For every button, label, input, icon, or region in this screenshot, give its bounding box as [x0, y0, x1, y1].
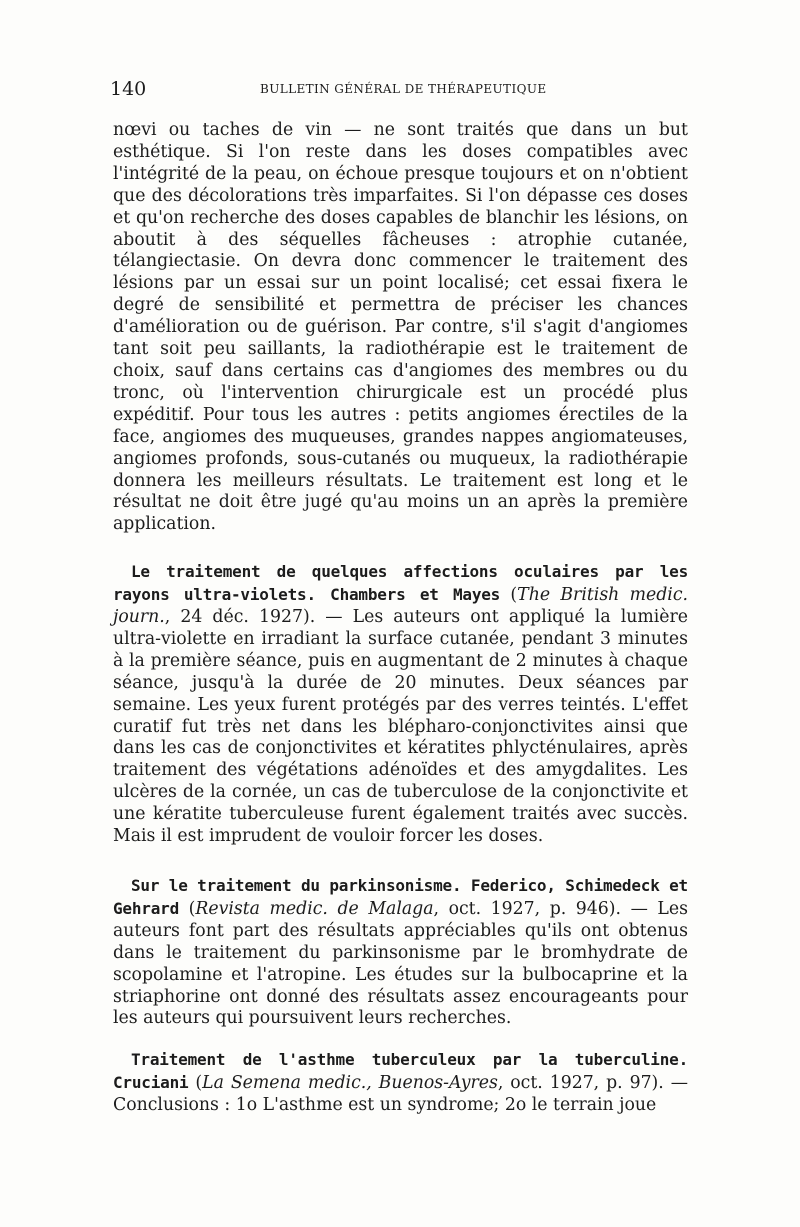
- abstract-entry-ocular: [113, 561, 688, 848]
- running-title: BULLETIN GÉNÉRAL DE THÉRAPEUTIQUE: [260, 82, 547, 96]
- journal-name: Revista medic. de Malaga: [195, 898, 434, 919]
- article-body: [113, 120, 688, 1117]
- journal-name: The British medic. journ.: [113, 585, 688, 628]
- entry-title: Traitement de l'asthme tuberculeux par la tuberculine. Cruciani: [113, 1050, 688, 1093]
- page-number: 140: [110, 78, 147, 100]
- citation-details: , 24 déc. 1927).: [164, 607, 316, 628]
- entry-title: Sur le traitement du parkinsonisme. Federico, Schimedeck et Gehrard: [113, 876, 688, 918]
- citation-details: , oct. 1927, p. 946).: [433, 898, 622, 919]
- citation-open: (: [179, 898, 196, 919]
- journal-name: La Semena medic., Buenos-Ayres: [202, 1073, 498, 1094]
- page-header: [110, 78, 690, 100]
- citation-open: (: [188, 1073, 203, 1094]
- abstract-entry-asthma: [113, 1049, 688, 1117]
- citation-details: , oct. 1927, p. 97).: [497, 1073, 664, 1094]
- citation-open: (: [500, 585, 518, 606]
- entry-title: Le traitement de quelques affections oculaires par les rayons ultra-violets. Chambers et Mayes: [113, 562, 688, 605]
- entry-body: — Les auteurs ont appliqué la lumière ultra-violette en irradiant la surface cutanée, pendant 3 minutes à la première séance, puis en augmentant de 2 minutes à chaque séance, jusqu'à la durée de 20 minutes. Deux séances par semaine. Les yeux furent protégés par des verres teintés. L'effet curatif fut très net dans les blépharo-conjonctivites ainsi que dans les cas de conjonctivites et kératites phlycténulaires, après traitement des végétations adénoïdes et des amygdalites. Les ulcères de la cornée, un cas de tuberculose de la conjonctivite et une kératite tuberculeuse furent également traités avec succès. Mais il est imprudent de vouloir forcer les doses.: [113, 607, 689, 847]
- abstract-entry-parkinsonism: [113, 875, 688, 1030]
- intro-paragraph: nœvi ou taches de vin — ne sont traités que dans un but esthétique. Si l'on reste dans les doses compatibles avec l'intégrité de la peau, on échoue presque toujours et on n'obtient que des décolorations très imparfaites. Si l'on dépasse ces doses et qu'on recherche des doses capables de blanchir les lésions, on aboutit à des séquelles fâcheuses : atrophie cutanée, télangiectasie. On devra donc commencer le traitement des lésions par un essai sur un point localisé; cet essai fixera le degré de sensibilité et permettra de préciser les chances d'amélioration ou de guérison. Par contre, s'il s'agit d'angiomes tant soit peu saillants, la radiothérapie est le traitement de choix, sauf dans certains cas d'angiomes des membres ou du tronc, où l'intervention chirurgicale est un procédé plus expéditif. Pour tous les autres : petits angiomes érectiles de la face, angiomes des muqueuses, grandes nappes angiomateuses, angiomes profonds, sous-cutanés ou muqueux, la radiothérapie donnera les meilleurs résultats. Le traitement est long et le résultat ne doit être jugé qu'au moins un an après la première application.: [113, 120, 688, 535]
- entry-body: — Conclusions : 1o L'asthme est un syndrome; 2o le terrain joue: [113, 1073, 688, 1116]
- entry-body: — Les auteurs font part des résultats appréciables qu'ils ont obtenus dans le traitement du parkinsonisme par le bromhydrate de scopolamine et l'atropine. Les études sur la bulbocaprine et la striaphorine ont donné des résultats assez encourageants pour les auteurs qui poursuivent leurs recherches.: [113, 898, 688, 1029]
